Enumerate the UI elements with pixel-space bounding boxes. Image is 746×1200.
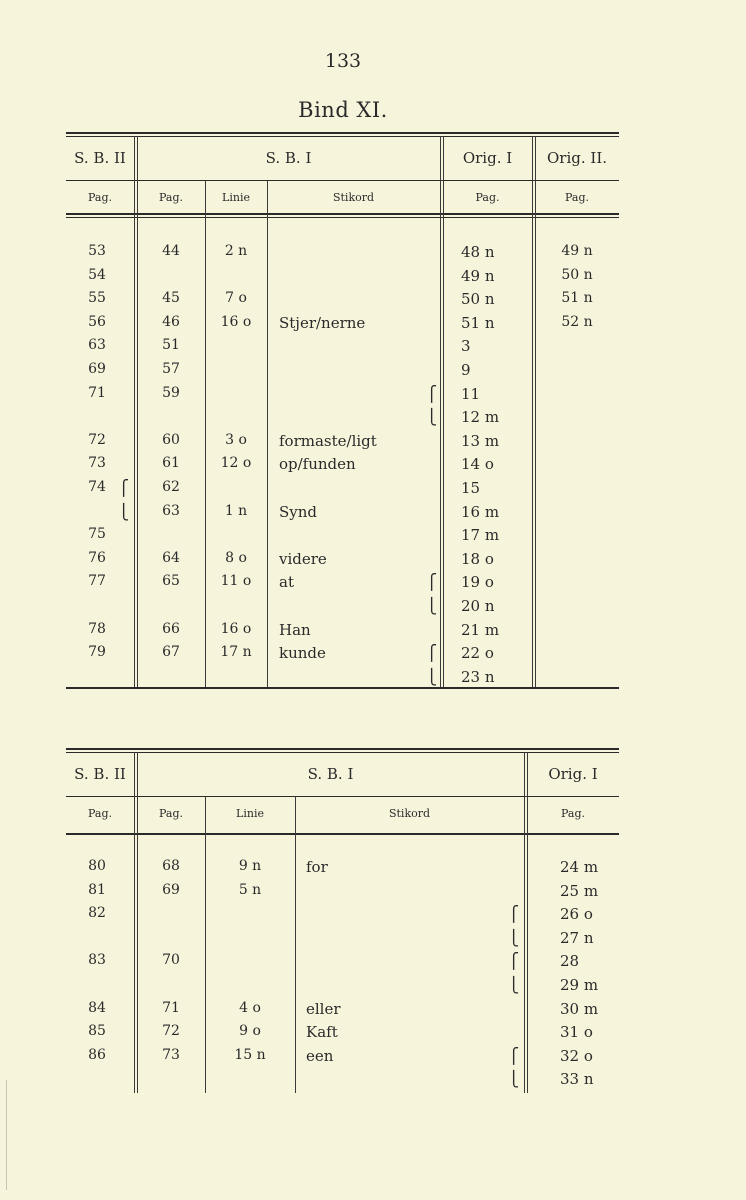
column-rule [535,136,536,687]
column-rule [532,136,533,687]
cell-stikord: for [306,858,328,876]
cell-sb1: 51 [162,337,180,354]
cell-orig1: 25 m [560,881,599,900]
rule [66,136,619,137]
cell-stikord: een [306,1046,334,1065]
cell-sb2: 56 [88,313,106,330]
cell-sb1: 60 [162,431,180,448]
subheader-stikord: Stikord [388,807,431,820]
subheader-pag: Pag. [560,807,585,820]
cell-sb2: 74 [88,479,106,495]
subheader-pag: Pag. [158,191,183,204]
cell-sb2: 82 [88,905,106,922]
brace-mark: ⎧ [508,905,520,924]
rule [66,180,619,181]
brace-mark: ⎩ [508,1070,520,1089]
cell-sb2: 77 [88,573,106,590]
subheader-stikord: Stikord [332,191,375,204]
concordance-table-1 [66,132,619,690]
brace-mark: ⎧ [426,384,438,403]
cell-linie: 17 n [220,644,252,661]
cell-sb1: 70 [162,952,180,969]
cell-orig1: 50 n [461,290,495,309]
cell-sb1: 63 [162,502,180,519]
column-rule [524,752,525,1093]
cell-sb2: 76 [88,549,106,566]
brace-mark: ⎩ [118,502,130,521]
cell-linie: 16 o [220,313,252,330]
subheader-pag: Pag. [87,807,112,820]
cell-sb2: 81 [88,881,106,898]
header-orig1: Orig. I [462,149,513,167]
cell-stikord: Synd [279,502,318,521]
cell-orig1: 12 m [461,408,500,427]
cell-orig2: 52 n [561,313,593,330]
cell-sb1: 44 [162,243,180,259]
brace-mark: ⎧ [508,1046,520,1065]
cell-sb1: 72 [162,1023,180,1040]
cell-sb1: 45 [162,290,180,307]
cell-stikord: Han [279,620,311,639]
brace-mark: ⎩ [426,667,438,686]
rule [66,132,619,134]
cell-linie: 7 o [225,290,247,307]
cell-orig1: 16 m [461,502,500,521]
cell-sb2: 54 [88,266,106,283]
subheader-pag: Pag. [475,191,500,204]
cell-sb2: 85 [88,1023,106,1040]
cell-stikord: formaste/ligt [279,431,377,450]
cell-sb2: 86 [88,1046,106,1063]
page-title: Bind XI. [298,98,388,122]
column-rule [295,796,296,1093]
page-number: 133 [324,50,362,72]
cell-orig1: 28 [560,952,580,971]
cell-orig1: 9 [461,361,471,379]
cell-stikord: kunde [279,644,326,663]
cell-linie: 12 o [220,455,252,472]
brace-mark: ⎩ [426,408,438,427]
cell-orig1: 26 o [560,905,593,924]
cell-sb2: 75 [88,526,106,543]
cell-orig1: 24 m [560,858,599,876]
cell-linie: 16 o [220,620,252,637]
cell-orig1: 29 m [560,976,599,994]
cell-sb1: 67 [162,644,180,661]
cell-sb2: 72 [88,431,106,448]
cell-sb2: 79 [88,644,106,661]
cell-orig1: 48 n [461,243,495,261]
column-rule [137,752,138,1093]
subheader-linie: Linie [222,191,250,204]
cell-orig1: 18 o [461,549,494,568]
header-orig2: Orig. II. [546,149,608,167]
cell-orig1: 51 n [461,313,495,332]
brace-mark: ⎧ [508,952,520,971]
cell-orig1: 31 o [560,1023,593,1042]
cell-linie: 8 o [225,549,247,566]
cell-linie: 5 n [238,881,262,898]
cell-sb1: 73 [162,1046,180,1063]
header-sb2: S. B. II [74,765,126,783]
cell-sb2: 53 [88,243,106,259]
cell-orig1: 32 o [560,1046,593,1065]
page-edge [6,1080,7,1190]
column-rule [267,180,268,687]
cell-sb1: 62 [162,479,180,495]
cell-orig1: 30 m [560,999,599,1018]
column-rule [134,136,135,687]
cell-orig1: 27 n [560,928,594,947]
rule [66,752,619,753]
header-orig1: Orig. I [548,765,598,783]
cell-orig1: 14 o [461,455,494,474]
brace-mark: ⎩ [508,976,520,994]
rule [66,833,619,835]
cell-stikord: Stjer/nerne [279,313,366,332]
column-rule [440,136,441,687]
column-rule [134,752,135,1093]
cell-stikord: op/funden [279,455,356,474]
cell-orig1: 33 n [560,1070,594,1089]
cell-orig2: 51 n [561,290,593,307]
header-sb1: S. B. I [307,765,354,783]
cell-orig1: 3 [461,337,471,356]
cell-sb2: 71 [88,384,106,401]
cell-sb1: 66 [162,620,180,637]
cell-linie: 15 n [234,1046,266,1063]
cell-sb1: 69 [162,881,180,898]
cell-linie: 9 n [238,858,262,874]
column-rule [443,136,444,687]
cell-sb2: 73 [88,455,106,472]
cell-sb2: 83 [88,952,106,969]
cell-orig1: 11 [461,384,481,403]
column-rule [137,136,138,687]
cell-orig2: 49 n [561,243,593,259]
cell-stikord: eller [306,999,341,1018]
cell-sb1: 71 [162,999,180,1016]
cell-orig1: 21 m [461,620,500,639]
cell-orig1: 13 m [461,431,500,450]
subheader-linie: Linie [236,807,264,820]
cell-orig1: 15 [461,479,481,497]
cell-sb1: 46 [162,313,180,330]
cell-sb1: 64 [162,549,180,566]
cell-sb2: 80 [88,858,106,874]
rule [66,687,619,689]
cell-linie: 11 o [220,573,252,590]
cell-orig2: 50 n [561,266,593,283]
column-rule [527,752,528,1093]
cell-orig1: 19 o [461,573,494,592]
cell-orig1: 22 o [461,644,494,663]
subheader-pag: Pag. [158,807,183,820]
cell-stikord: videre [279,549,327,568]
brace-mark: ⎧ [426,644,438,663]
brace-mark: ⎧ [118,479,130,497]
rule [66,748,619,750]
concordance-table-2 [66,748,619,1093]
cell-orig1: 17 m [461,526,500,545]
cell-sb2: 84 [88,999,106,1016]
cell-linie: 2 n [224,243,248,259]
header-sb1: S. B. I [265,149,312,167]
cell-linie: 9 o [239,1023,261,1040]
cell-sb1: 57 [162,361,180,377]
cell-linie: 4 o [239,999,261,1016]
subheader-pag: Pag. [87,191,112,204]
cell-orig1: 49 n [461,266,495,285]
rule [66,796,619,797]
cell-sb1: 61 [162,455,180,472]
cell-sb1: 68 [162,858,180,874]
cell-stikord: at [279,573,294,592]
brace-mark: ⎩ [426,597,438,615]
cell-sb2: 78 [88,620,106,637]
cell-sb1: 59 [162,384,180,401]
subheader-pag: Pag. [564,191,589,204]
cell-sb2: 63 [88,337,106,354]
cell-orig1: 20 n [461,597,495,615]
cell-linie: 3 o [225,431,247,448]
cell-sb2: 55 [88,290,106,307]
rule [66,217,619,218]
header-sb2: S. B. II [74,149,126,167]
rule [66,213,619,215]
cell-orig1: 23 n [461,667,495,686]
brace-mark: ⎩ [508,928,520,947]
cell-sb1: 65 [162,573,180,590]
brace-mark: ⎧ [426,573,438,592]
cell-sb2: 69 [88,361,106,377]
cell-linie: 1 n [224,502,248,519]
cell-stikord: Kaft [306,1023,338,1042]
